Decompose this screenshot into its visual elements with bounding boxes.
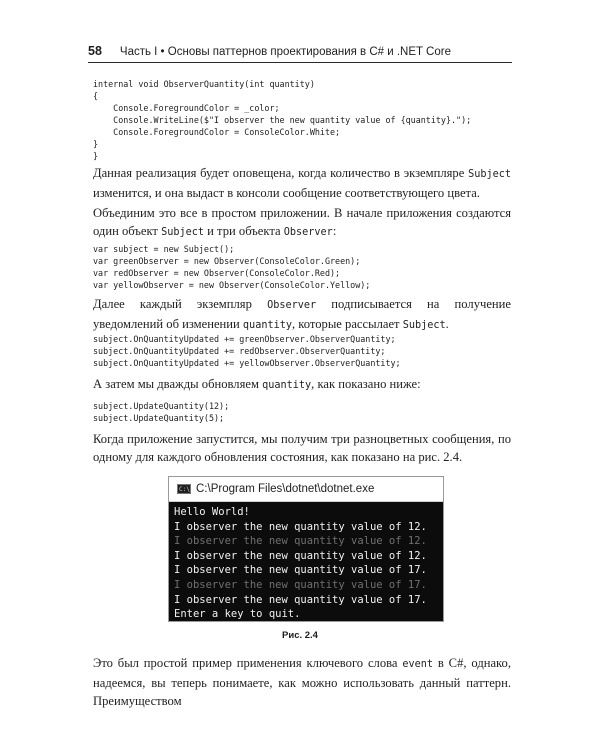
paragraph-1: Данная реализация будет оповещена, когда количество в экземпляре Subject изменится, и она выдаст в консоли сообщение соответствующего цвета. xyxy=(93,166,511,200)
code-line: var redObserver = new Observer(ConsoleColor.Red); xyxy=(93,268,341,278)
code-line: subject.OnQuantityUpdated += greenObserver.ObserverQuantity; xyxy=(93,334,396,344)
paragraph-6: Это был простой пример применения ключевого слова event в C#, однако, надеемся, вы теперь понимаете, как можно использовать данный паттерн. Преимуществом xyxy=(93,656,511,708)
running-title: Часть I • Основы паттернов проектирования в C# и .NET Core xyxy=(119,46,451,58)
paragraph-5: Когда приложение запустится, мы получим три разноцветных сообщения, по одному для каждого обновления состояния, как показано на рис. 2.4. xyxy=(93,432,511,464)
console-line: I observer the new quantity value of 12. xyxy=(174,520,427,533)
console-line: Enter a key to quit. xyxy=(174,608,301,621)
code-line: subject.UpdateQuantity(5); xyxy=(93,413,225,423)
code-line: Console.WriteLine($"I observer the new quantity value of {quantity}."); xyxy=(93,115,472,125)
console-line: I observer the new quantity value of 12. xyxy=(174,535,427,548)
code-block-create-objects xyxy=(93,243,370,291)
console-title: C:\Program Files\dotnet\dotnet.exe xyxy=(196,483,375,495)
console-line: I observer the new quantity value of 12. xyxy=(174,549,427,562)
console-line: Hello World! xyxy=(174,506,250,518)
code-line: var yellowObserver = new Observer(ConsoleColor.Yellow); xyxy=(93,280,371,290)
code-line: subject.OnQuantityUpdated += yellowObserver.ObserverQuantity; xyxy=(93,358,401,368)
page-number: 58 xyxy=(88,44,102,58)
code-line: Console.ForegroundColor = ConsoleColor.White; xyxy=(93,127,341,137)
code-line: subject.OnQuantityUpdated += redObserver.ObserverQuantity; xyxy=(93,346,386,356)
code-line: { xyxy=(93,91,99,101)
console-line: I observer the new quantity value of 17. xyxy=(174,593,427,606)
code-block-observer-quantity xyxy=(93,78,471,162)
console-title-bar xyxy=(169,477,443,502)
code-block-update xyxy=(93,400,229,424)
code-line: subject.UpdateQuantity(12); xyxy=(93,401,230,411)
paragraph-3: Далее каждый экземпляр Observer подписывается на получение уведомлений об изменении quantity, которые рассылает Subject. xyxy=(93,297,511,331)
console-output xyxy=(169,502,443,622)
code-line: var subject = new Subject(); xyxy=(93,244,235,254)
code-line: } xyxy=(93,151,99,161)
paragraph-2: Объединим это все в простом приложении. В начале приложения создаются один объект Subject и три объекта Observer: xyxy=(93,206,511,238)
console-app-icon: C:\ xyxy=(179,486,190,493)
code-line: var greenObserver = new Observer(ConsoleColor.Green); xyxy=(93,256,361,266)
code-line: Console.ForegroundColor = _color; xyxy=(93,103,280,113)
code-line: internal void ObserverQuantity(int quantity) xyxy=(93,79,315,89)
page-header xyxy=(88,44,512,63)
figure-caption: Рис. 2.4 xyxy=(282,630,318,641)
code-block-subscribe xyxy=(93,333,401,369)
paragraph-4: А затем мы дважды обновляем quantity, как показано ниже: xyxy=(93,377,421,391)
code-line: } xyxy=(93,139,99,149)
console-window-figure xyxy=(168,476,444,622)
console-line: I observer the new quantity value of 17. xyxy=(174,578,427,591)
console-line: I observer the new quantity value of 17. xyxy=(174,564,427,577)
